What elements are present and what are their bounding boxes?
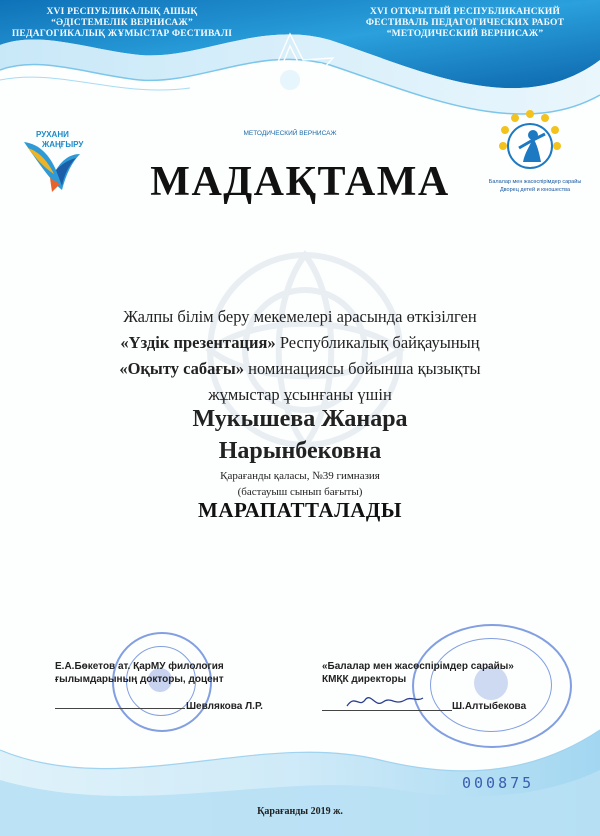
body-line-4: жұмыстар ұсынғаны үшін: [208, 385, 392, 404]
left-signatory-title-line: Е.А.Бөкетов ат. ҚарМУ филология: [55, 661, 224, 672]
right-signatory-title-line: КМҚК директоры: [322, 674, 407, 685]
header-right-line: “МЕТОДИЧЕСКИЙ ВЕРНИСАЖ”: [386, 29, 544, 39]
nomination-name: «Оқыту сабағы»: [119, 359, 244, 378]
rukhani-logo-line: ЖАҢҒЫРУ: [42, 140, 84, 149]
header-left-text: [2, 7, 242, 40]
contest-name: «Үздік презентация»: [120, 333, 276, 352]
header-left-line: “ӘДІСТЕМЕЛІК ВЕРНИСАЖ”: [51, 18, 193, 28]
right-official-stamp: [412, 624, 572, 748]
festival-logo-year: 2018-2019: [285, 118, 314, 124]
body-line-1: Жалпы білім беру мекемелері арасында өткізілген: [123, 307, 477, 326]
recipient-direction: (бастауыш сынып бағыты): [237, 486, 363, 498]
body-line-2-rest: Республикалық байқауының: [275, 333, 480, 352]
header-right-text: [345, 7, 585, 40]
recipient-name-line-2: Нарынбековна: [218, 438, 382, 464]
left-signatory-title: [55, 660, 275, 686]
left-signature-line: [55, 708, 185, 709]
left-signatory-title-line: ғылымдарының докторы, доцент: [55, 674, 224, 685]
rukhani-logo-line: РУХАНИ: [36, 130, 69, 139]
header-left-line: XVI РЕСПУБЛИКАЛЫҚ АШЫҚ: [46, 7, 198, 17]
festival-logo-caption: МЕТОДИЧЕСКИЙ ВЕРНИСАЖ: [243, 130, 337, 137]
certificate-title: МАДАҚТАМА: [150, 159, 450, 205]
header-right-line: XVI ОТКРЫТЫЙ РЕСПУБЛИКАНСКИЙ: [369, 7, 561, 17]
award-word: МАРАПАТТАЛАДЫ: [198, 498, 402, 522]
header-right-line: ФЕСТИВАЛЬ ПЕДАГОГИЧЕСКИХ РАБОТ: [365, 18, 565, 28]
body-line-2: [0, 330, 600, 356]
festival-star-icon: [225, 30, 355, 130]
recipient-school: Қарағанды қаласы, №39 гимназия: [220, 470, 380, 482]
body-line-3-rest: номинациясы бойынша қызықты: [243, 359, 481, 378]
right-handwritten-signature: [345, 690, 425, 712]
youth-palace-logo-line: Балалар мен жасөспірімдер сарайы: [488, 179, 582, 185]
left-signatory-name: Шевлякова Л.Р.: [186, 701, 263, 712]
body-line-3: [0, 356, 600, 382]
right-signatory-title-line: «Балалар мен жасөспірімдер сарайы»: [322, 661, 514, 672]
header-left-line: ПЕДАГОГИКАЛЫҚ ЖҰМЫСТАР ФЕСТИВАЛІ: [11, 29, 233, 39]
festival-logo: [225, 30, 355, 142]
right-signatory-title: [322, 660, 562, 686]
serial-number: 000875: [462, 774, 535, 792]
youth-palace-logo-line: Дворец детей и юношества: [499, 187, 571, 193]
rukhani-logo-text: [36, 130, 83, 150]
right-signatory-name: Ш.Алтыбекова: [452, 701, 527, 712]
recipient-name-line-1: Мукышева Жанара: [192, 406, 408, 432]
footer-place-year: Қарағанды 2019 ж.: [257, 806, 343, 817]
